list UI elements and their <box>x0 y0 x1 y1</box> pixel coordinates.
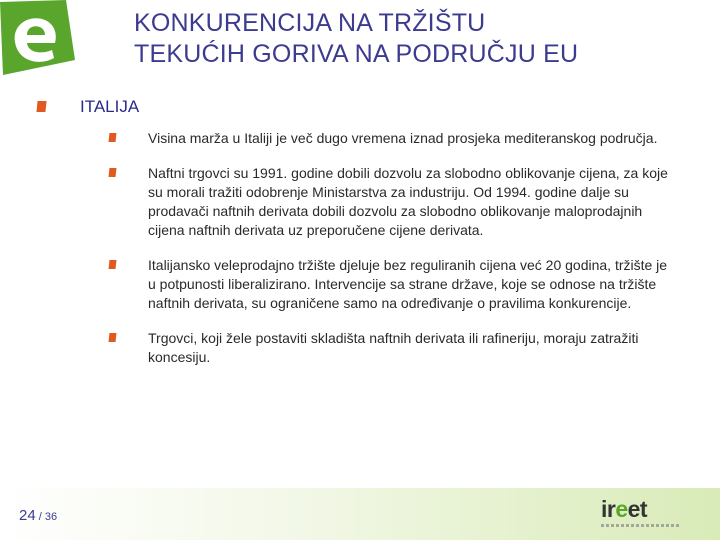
square-bullet-icon <box>109 168 117 177</box>
title-line-2: TEKUĆIH GORIVA NA PODRUČJU EU <box>134 40 579 68</box>
bullet-text: Visina marža u Italiji je več dugo vremena iznad prosjeka mediteranskog područja. <box>148 130 658 146</box>
bullet-item <box>109 164 669 240</box>
bullet-item <box>109 329 669 367</box>
page-current: 24 <box>19 507 36 524</box>
brand-tagline-graphic <box>601 524 681 527</box>
section-bullet-icon <box>36 101 46 112</box>
page-title <box>134 8 694 70</box>
page-total: 36 <box>44 511 58 523</box>
section-heading: ITALIJA <box>80 97 140 116</box>
bullet-text: Italijansko veleprodajno tržište djeluje bez reguliranih cijena već 20 godina, tržište je u potpunosti liberalizirano. Intervencije sa strane države, koje se odnose na tržište naftnih derivata, su ograničene samo na određivanje o pravilima konkurencije. <box>148 257 668 311</box>
bullet-list <box>109 129 669 383</box>
bullet-item <box>109 256 669 313</box>
bullet-item <box>109 129 669 148</box>
brand-logo <box>601 495 681 533</box>
brand-wordmark: ireet <box>601 496 648 522</box>
page-number <box>19 507 57 525</box>
title-line-1: KONKURENCIJA NA TRŽIŠTU <box>134 9 486 37</box>
square-bullet-icon <box>109 260 117 269</box>
page-separator: / <box>35 511 45 523</box>
square-bullet-icon <box>109 133 117 142</box>
bullet-text: Naftni trgovci su 1991. godine dobili dozvolu za slobodno oblikovanje cijena, za koje su morali tražiti odobrenje Ministarstva za industriju. Od 1994. godine dalje su prodavači naftnih derivata dobili dozvolu za slobodno oblikovanje maloprodajnih cijena naftnih derivata uz preporučene cijene derivata. <box>148 165 668 238</box>
bullet-text: Trgovci, koji žele postaviti skladišta naftnih derivata ili rafineriju, moraju zatražiti koncesiju. <box>148 330 639 365</box>
e-logo-icon <box>0 0 75 75</box>
square-bullet-icon <box>109 333 117 342</box>
